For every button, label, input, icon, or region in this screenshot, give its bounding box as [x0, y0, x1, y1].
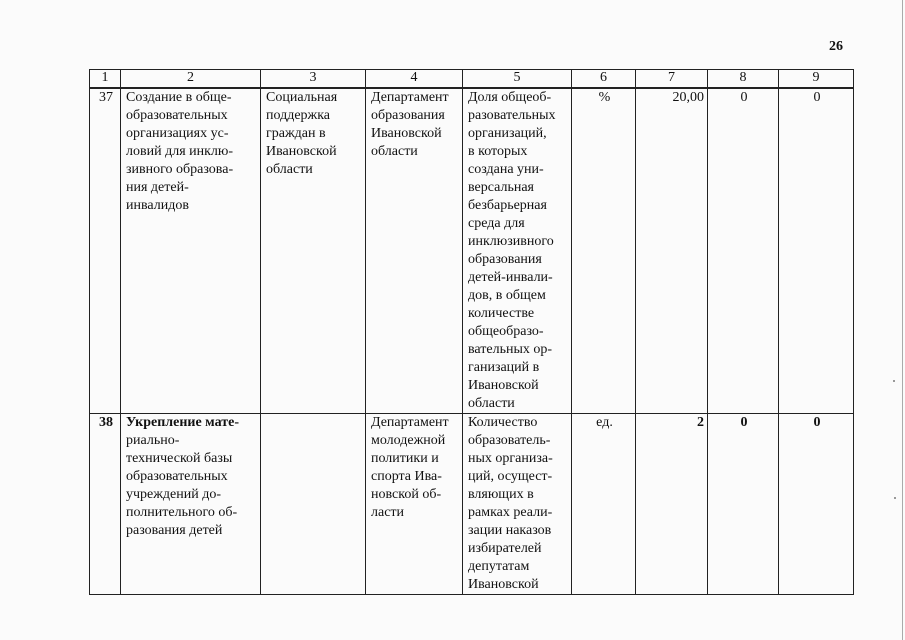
header-cell: 8	[708, 70, 779, 89]
measure-bold-text: Укрепление мате-	[126, 415, 240, 430]
executor-cell: Департамент образования Ивановской области	[366, 88, 463, 414]
value-cell-7: 2	[636, 414, 708, 595]
header-cell: 5	[463, 70, 572, 89]
row-number: 37	[90, 88, 121, 414]
indicator-cell: Количество образователь- ных организа- ций, осущест- вляющих в рамках реали- зации наказов избирателей депутатам Ивановской	[463, 414, 572, 595]
page-number: 26	[829, 39, 843, 54]
scan-speck	[894, 497, 896, 499]
value-cell-8: 0	[708, 414, 779, 595]
value-cell-9: 0	[779, 414, 854, 595]
unit-cell: ед.	[572, 414, 636, 595]
indicator-cell: Доля общеоб- разовательных организаций, в которых создана уни- версальная безбарьерная среда для инклюзивного образования детей-инвали- дов, в общем количестве общеобразо- вательных ор- ганизаций в Ивановской области	[463, 88, 572, 414]
row-number: 38	[90, 414, 121, 595]
header-cell: 3	[261, 70, 366, 89]
scan-edge	[902, 0, 903, 640]
table-row	[90, 414, 854, 595]
executor-cell: Департамент молодежной политики и спорта Ива- новской об- ласти	[366, 414, 463, 595]
indicators-table	[89, 69, 854, 595]
header-row	[90, 70, 854, 89]
program-cell: Социальная поддержка граждан в Ивановской области	[261, 88, 366, 414]
measure-cell: Создание в обще- образовательных организациях ус- ловий для инклю- зивного образова- ния детей- инвалидов	[121, 88, 261, 414]
measure-text: риально- технической базы образовательных учреждений до- полнительного об- разования детей	[126, 433, 238, 538]
header-cell: 6	[572, 70, 636, 89]
value-cell-7: 20,00	[636, 88, 708, 414]
unit-cell: %	[572, 88, 636, 414]
value-cell-8: 0	[708, 88, 779, 414]
header-cell: 2	[121, 70, 261, 89]
measure-cell	[121, 414, 261, 595]
header-cell: 7	[636, 70, 708, 89]
scan-speck	[893, 380, 895, 382]
header-cell: 4	[366, 70, 463, 89]
table-row	[90, 88, 854, 414]
header-cell: 9	[779, 70, 854, 89]
value-cell-9: 0	[779, 88, 854, 414]
header-cell: 1	[90, 70, 121, 89]
program-cell	[261, 414, 366, 595]
